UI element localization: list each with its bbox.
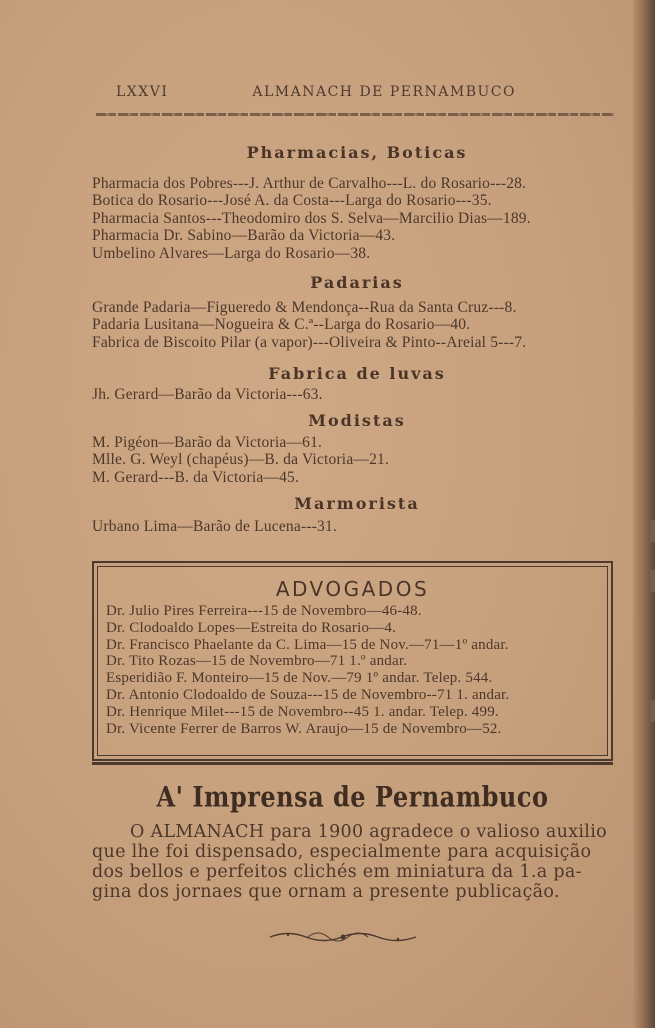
list-item: Pharmacia Santos---Theodomiro dos S. Selva—Marcilio Dias—189. [92, 209, 531, 227]
list-item: Esperidião F. Monteiro—15 de Nov.—79 1º andar. Telep. 544. [106, 670, 493, 687]
list-item: Fabrica de Biscoito Pilar (a vapor)---Oliveira & Pinto--Areial 5---7. [92, 333, 527, 351]
list-item: Urbano Lima—Barão de Lucena---31. [92, 518, 338, 535]
section-modistas [92, 411, 622, 486]
list-item: Dr. Antonio Clodoaldo de Souza---15 de Novembro--71 1. andar. [106, 686, 510, 703]
page-edge-shadow [633, 0, 655, 1028]
running-header [116, 84, 516, 100]
list-item: Dr. Julio Pires Ferreira---15 de Novembro—46-48. [106, 603, 422, 619]
section-heading: Marmorista [294, 494, 420, 513]
list-item: Dr. Francisco Phaelante da C. Lima—15 de Nov.—71—1º andar. [106, 636, 509, 653]
list-item: Pharmacia Dr. Sabino—Barão da Victoria—43. [92, 227, 396, 245]
advogados-heading: ADVOGADOS [275, 577, 430, 601]
list-item: Jh. Gerard—Barão da Victoria---63. [92, 386, 323, 403]
list-item: Mlle. G. Weyl (chapéus)—B. da Victoria—21. [92, 451, 390, 469]
edge-mark [648, 700, 655, 722]
page-number: LXXVI [116, 84, 169, 100]
paragraph-line: gina dos jornaes que ornam a presente publicação. [92, 882, 560, 902]
list-item: Grande Padaria—Figueredo & Mendonça--Rua da Santa Cruz---8. [92, 299, 517, 316]
section-heading: Padarias [310, 273, 404, 292]
section-heading: Modistas [308, 411, 406, 430]
running-title: ALMANACH DE PERNAMBUCO [252, 84, 516, 100]
list-item: Pharmacia dos Pobres---J. Arthur de Carvalho---L. do Rosario---28. [92, 175, 527, 192]
section-heading: Pharmacias, Boticas [246, 143, 468, 162]
advogados-box [92, 561, 613, 761]
section-heading: Fabrica de luvas [268, 364, 446, 383]
list-item: M. Pigéon—Barão da Victoria—61. [92, 434, 323, 451]
list-item: Dr. Vicente Ferrer de Barros W. Araujo—15 de Novembro—52. [106, 720, 502, 737]
ornament-icon [268, 928, 418, 946]
box-bottom-rule [92, 762, 613, 765]
list-item: Umbelino Alvares—Larga do Rosario—38. [92, 244, 371, 262]
list-item: Dr. Henrique Milet---15 de Novembro--45 1. andar. Telep. 499. [106, 703, 499, 720]
paragraph-line: que lhe foi dispensado, especialmente para acquisição [92, 842, 592, 862]
paragraph-line: dos bellos e perfeitos clichés em miniatura da 1.a pa- [92, 862, 582, 882]
section-pharmacias [92, 143, 622, 262]
edge-mark [648, 520, 655, 542]
list-item: Dr. Tito Rozas—15 de Novembro—71 1.º andar. [106, 653, 408, 670]
section-padarias [92, 273, 622, 351]
list-item: Padaria Lusitana—Nogueira & C.ª--Larga do Rosario—40. [92, 316, 471, 334]
paragraph-line: O ALMANACH para 1900 agradece o valioso auxilio [130, 822, 607, 842]
section-fabrica-de-luvas [92, 364, 622, 403]
imprensa-title: A' Imprensa de Pernambuco [156, 779, 549, 814]
list-item: Dr. Clodoaldo Lopes—Estreita do Rosario—4. [106, 619, 397, 636]
edge-mark [648, 570, 655, 592]
section-marmorista [92, 494, 622, 535]
list-item: M. Gerard---B. da Victoria—45. [92, 468, 300, 486]
list-item: Botica do Rosario---José A. da Costa---Larga do Rosario---35. [92, 192, 492, 210]
imprensa-paragraph [92, 822, 614, 902]
header-rule [96, 113, 614, 116]
